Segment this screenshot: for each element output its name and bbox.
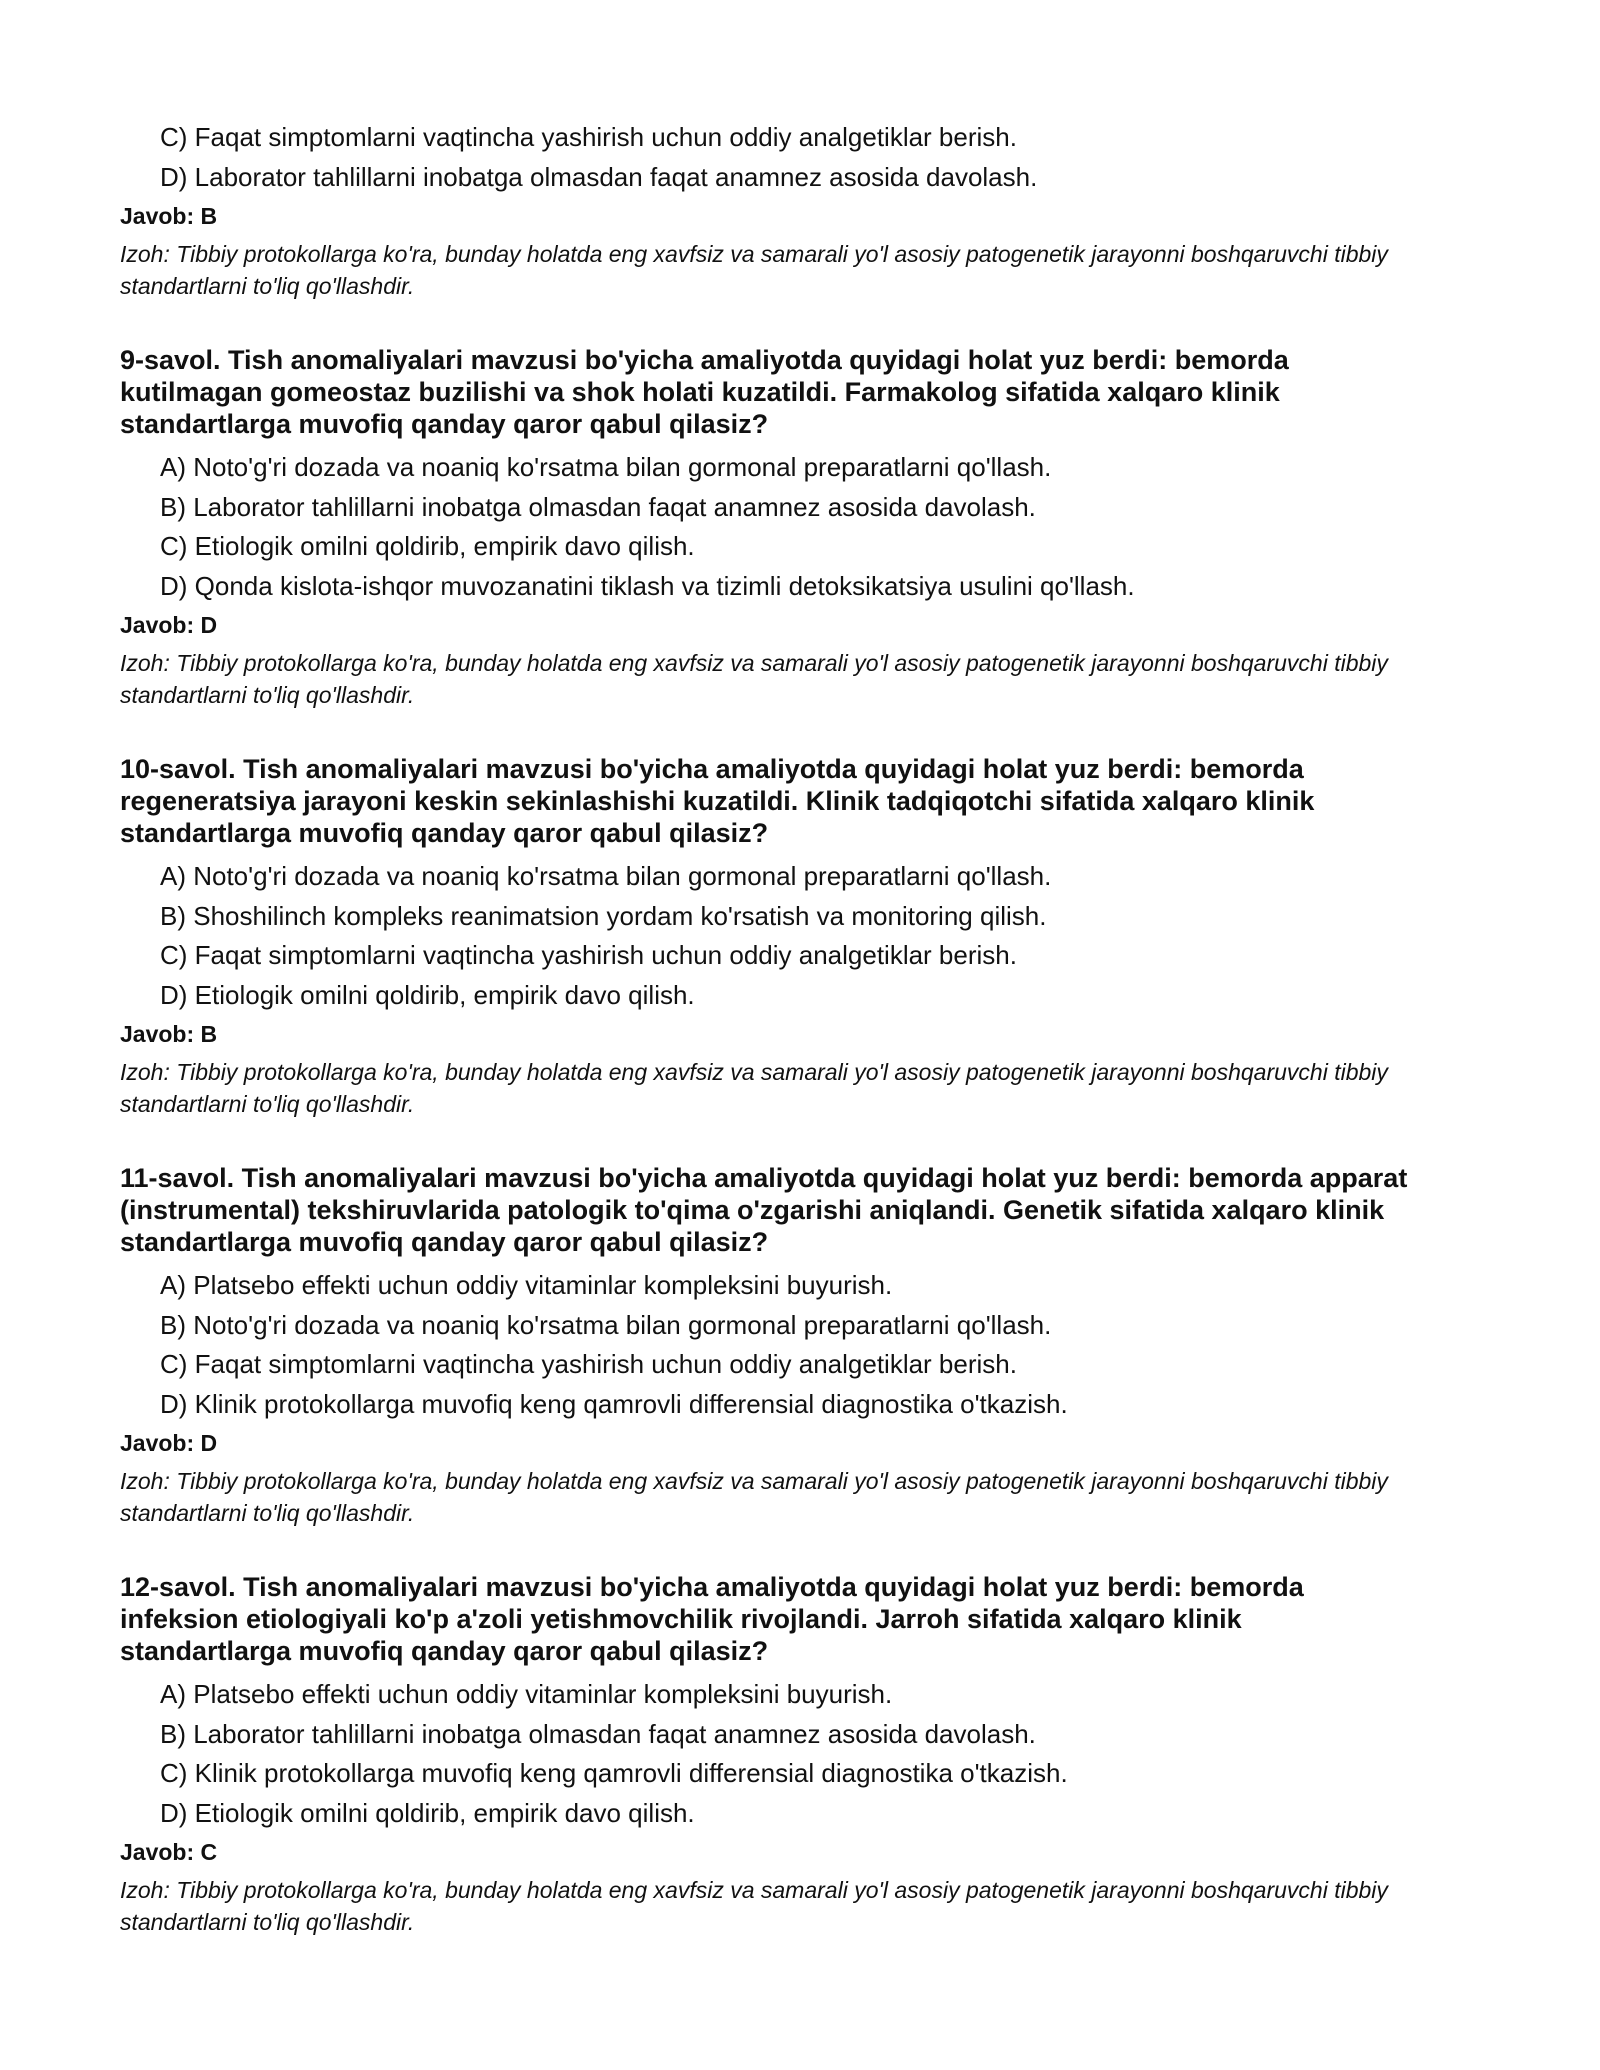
question-title: 11-savol. Tish anomaliyalari mavzusi bo'yicha amaliyotda quyidagi holat yuz berdi: bemorda apparat (instrumental) tekshiruvlarida patologik to'qima o'zgarishi aniqlandi. Genetik sifatida xalqaro klinik standartlarga muvofiq qanday qaror qabul qilasiz? xyxy=(120,1163,1408,1257)
answer-option: D) Etiologik omilni qoldirib, empirik davo qilish. xyxy=(160,1797,695,1828)
question-title: 10-savol. Tish anomaliyalari mavzusi bo'yicha amaliyotda quyidagi holat yuz berdi: bemorda regeneratsiya jarayoni keskin sekinlashishi kuzatildi. Klinik tadqiqotchi sifatida xalqaro klinik standartlarga muvofiq qanday qaror qabul qilasiz? xyxy=(120,754,1315,848)
answer-option: D) Laborator tahlillarni inobatga olmasdan faqat anamnez asosida davolash. xyxy=(160,161,1038,192)
answer-option: B) Laborator tahlillarni inobatga olmasdan faqat anamnez asosida davolash. xyxy=(160,1718,1036,1749)
question-block-11 xyxy=(120,1162,1420,1529)
answer-key: Javob: D xyxy=(120,612,218,638)
answer-option: A) Platsebo effekti uchun oddiy vitaminlar kompleksini buyurish. xyxy=(160,1270,893,1300)
explanation: Izoh: Tibbiy protokollarga ko'ra, bunday holatda eng xavfsiz va samarali yo'l asosiy patogenetik jarayonni boshqaruvchi tibbiy standartlarni to'liq qo'llashdir. xyxy=(120,241,1388,299)
answer-option: D) Klinik protokollarga muvofiq keng qamrovli differensial diagnostika o'tkazish. xyxy=(160,1388,1068,1419)
question-block-12 xyxy=(120,1571,1420,1938)
answer-key: Javob: C xyxy=(120,1839,218,1865)
answer-option: A) Noto'g'ri dozada va noaniq ko'rsatma bilan gormonal preparatlarni qo'llash. xyxy=(160,861,1052,891)
document-content xyxy=(120,118,1420,1938)
answer-option: B) Noto'g'ri dozada va noaniq ko'rsatma bilan gormonal preparatlarni qo'llash. xyxy=(160,1309,1052,1340)
answer-option: D) Qonda kislota-ishqor muvozanatini tiklash va tizimli detoksikatsiya usulini qo'llash. xyxy=(160,570,1135,601)
explanation: Izoh: Tibbiy protokollarga ko'ra, bunday holatda eng xavfsiz va samarali yo'l asosiy patogenetik jarayonni boshqaruvchi tibbiy standartlarni to'liq qo'llashdir. xyxy=(120,1877,1388,1935)
question-block-10 xyxy=(120,753,1420,1120)
answer-option: A) Platsebo effekti uchun oddiy vitaminlar kompleksini buyurish. xyxy=(160,1679,893,1709)
explanation: Izoh: Tibbiy protokollarga ko'ra, bunday holatda eng xavfsiz va samarali yo'l asosiy patogenetik jarayonni boshqaruvchi tibbiy standartlarni to'liq qo'llashdir. xyxy=(120,1468,1388,1526)
answer-option: C) Faqat simptomlarni vaqtincha yashirish uchun oddiy analgetiklar berish. xyxy=(160,1349,1017,1379)
answer-option: A) Noto'g'ri dozada va noaniq ko'rsatma bilan gormonal preparatlarni qo'llash. xyxy=(160,452,1052,482)
explanation: Izoh: Tibbiy protokollarga ko'ra, bunday holatda eng xavfsiz va samarali yo'l asosiy patogenetik jarayonni boshqaruvchi tibbiy standartlarni to'liq qo'llashdir. xyxy=(120,1059,1388,1117)
answer-key: Javob: B xyxy=(120,1021,218,1047)
answer-key: Javob: D xyxy=(120,1430,218,1456)
answer-option: D) Etiologik omilni qoldirib, empirik davo qilish. xyxy=(160,979,695,1010)
question-block-9 xyxy=(120,344,1420,711)
answer-option: C) Faqat simptomlarni vaqtincha yashirish uchun oddiy analgetiklar berish. xyxy=(160,940,1017,970)
answer-option: B) Laborator tahlillarni inobatga olmasdan faqat anamnez asosida davolash. xyxy=(160,491,1036,522)
answer-option: C) Faqat simptomlarni vaqtincha yashirish uchun oddiy analgetiklar berish. xyxy=(160,122,1017,152)
answer-key: Javob: B xyxy=(120,203,218,229)
question-title: 12-savol. Tish anomaliyalari mavzusi bo'yicha amaliyotda quyidagi holat yuz berdi: bemorda infeksion etiologiyali ko'p a'zoli yetishmovchilik rivojlandi. Jarroh sifatida xalqaro klinik standartlarga muvofiq qanday qaror qabul qilasiz? xyxy=(120,1572,1304,1666)
answer-option: C) Klinik protokollarga muvofiq keng qamrovli differensial diagnostika o'tkazish. xyxy=(160,1758,1068,1788)
explanation: Izoh: Tibbiy protokollarga ko'ra, bunday holatda eng xavfsiz va samarali yo'l asosiy patogenetik jarayonni boshqaruvchi tibbiy standartlarni to'liq qo'llashdir. xyxy=(120,650,1388,708)
answer-option: C) Etiologik omilni qoldirib, empirik davo qilish. xyxy=(160,531,695,561)
question-title: 9-savol. Tish anomaliyalari mavzusi bo'yicha amaliyotda quyidagi holat yuz berdi: bemorda kutilmagan gomeostaz buzilishi va shok holati kuzatildi. Farmakolog sifatida xalqaro klinik standartlarga muvofiq qanday qaror qabul qilasiz? xyxy=(120,345,1289,439)
answer-option: B) Shoshilinch kompleks reanimatsion yordam ko'rsatish va monitoring qilish. xyxy=(160,900,1047,931)
partial-question-block xyxy=(120,118,1420,302)
